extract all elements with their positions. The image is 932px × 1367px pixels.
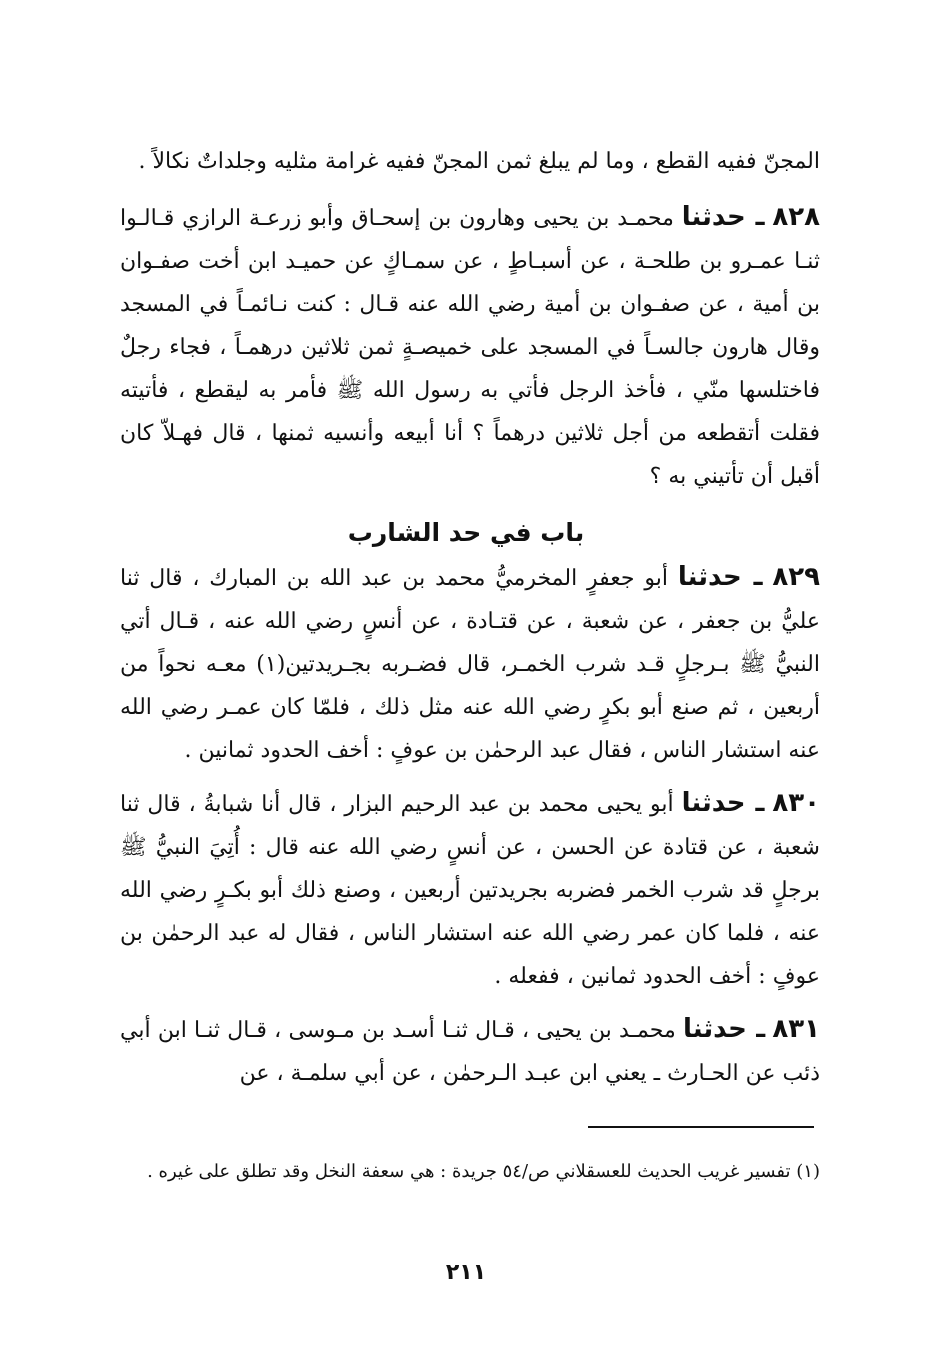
hadith-829: ٨٢٩ ـ حدثنا أبو جعفرٍ المخرميُّ محمد بن عبد الله بن المبارك ، قال ثنا عليُّ بن جعفر ، عن شعبة ، عن قتـادة ، عن أنسٍ رضي الله عنه ، قـال أتي النبيُّ ﷺ بـرجلٍ قـد شرب الخمـر، قال فضـربه بجـريدتين(١) معـه نحواً من أربعين ، ثم صنع أبو بكرٍ رضي الله عنه مثل ذلك ، فلمّا كان عمـر رضي الله عنه استشار الناس ، فقال عبد الرحمٰن بن عوفٍ : أخف الحدود ثمانين .	[120, 562, 821, 763]
hadith-831: ٨٣١ ـ حدثنا محمـد بن يحيى ، قـال ثنـا أسـد بن مـوسى ، قـال ثنـا ابن أبي ذئب عن الحـارث ـ يعني ابن عبـد الـرحمٰن ، عن أبي سلمـة ، عن	[120, 1014, 820, 1086]
hadith-number: ٨٢٨	[772, 202, 820, 232]
hadith-830: ٨٣٠ ـ حدثنا أبو يحيى محمد بن عبد الرحيم البزار ، قال أنا شبابةُ ، قال ثنا شعبة ، عن قتادة عن الحسن ، عن أنسٍ رضي الله عنه قال : أُتِيَ النبيُّ ﷺ برجلٍ قد شرب الخمر فضربه بجريدتين أربعين ، وصنع ذلك أبو بكـرٍ رضي الله عنه ، فلما كان عمر رضي الله عنه استشار الناس ، فقال له عبد الرحمٰن بن عوفٍ : أخف الحدود ثمانين ، ففعله .	[120, 788, 821, 989]
section-heading: باب في حد الشارب	[347, 518, 585, 547]
footnote-divider	[588, 1126, 814, 1128]
page-number: ٢١١	[445, 1260, 487, 1285]
paragraph-text: أبو يحيى محمد بن عبد الرحيم البزار ، قال أنا شبابةُ ، قال ثنا شعبة ، عن قتادة عن الحسن ، عن أنسٍ رضي الله عنه قال : أُتِيَ النبيُّ ﷺ برجلٍ قد شرب الخمر فضربه بجريدتين أربعين ، وصنع ذلك أبو بكـرٍ رضي الله عنه ، فلما كان عمر رضي الله عنه استشار الناس ، فقال له عبد الرحمٰن بن عوفٍ : أخف الحدود ثمانين ، ففعله .	[120, 792, 821, 989]
paragraph-text: محمـد بن يحيى وهارون بن إسحـاق وأبو زرعـة الرازي قـالـوا ثنـا عمـرو بن طلحـة ، عن أسبـاطٍ ، عن سمـاكٍ عن حميـد ابن أخت صفـوان بن أمية ، عن صفـوان بن أمية رضي الله عنه قـال : كنت نـائمـاً في المسجد وقال هارون جالسـاً في المسجد على خميصـةٍ ثمن ثلاثين درهمـاً ، فجاء رجلٌ فاختلسها منّي ، فأخذ الرجل فأتي به رسول الله ﷺ فأمر به ليقطع ، فأتيته فقلت أتقطعه من أجل ثلاثين درهماً ؟ أنا أبيعه وأنسيه ثمنها ، قال فهـلاّ كان أقبل أن تأتيني به ؟	[120, 206, 820, 489]
hadith-keyword: حدثنا	[677, 562, 742, 592]
paragraph-text: المجنّ ففيه القطع ، وما لم يبلغ ثمن المجنّ ففيه غرامة مثليه وجلداتٌ نكالاً .	[138, 149, 820, 174]
hadith-keyword: حدثنا	[683, 1014, 747, 1044]
hadith-number: ٨٣١	[772, 1014, 820, 1044]
hadith-number: ٨٣٠	[772, 788, 820, 818]
hadith-keyword: حدثنا	[681, 788, 746, 818]
hadith-keyword: حدثنا	[681, 202, 746, 232]
hadith-number: ٨٢٩	[772, 562, 821, 592]
footnote: (١) تفسير غريب الحديث للعسقلاني ص/٥٤ جريدة : هي سعفة النخل وقد تطلق على غيره .	[147, 1161, 820, 1182]
hadith-828: ٨٢٨ ـ حدثنا محمـد بن يحيى وهارون بن إسحـاق وأبو زرعـة الرازي قـالـوا ثنـا عمـرو بن طلحـة ، عن أسبـاطٍ ، عن سمـاكٍ عن حميـد ابن أخت صفـوان بن أمية ، عن صفـوان بن أمية رضي الله عنه قـال : كنت نـائمـاً في المسجد وقال هارون جالسـاً في المسجد على خميصـةٍ ثمن ثلاثين درهمـاً ، فجاء رجلٌ فاختلسها منّي ، فأخذ الرجل فأتي به رسول الله ﷺ فأمر به ليقطع ، فأتيته فقلت أتقطعه من أجل ثلاثين درهماً ؟ أنا أبيعه وأنسيه ثمنها ، قال فهـلاّ كان أقبل أن تأتيني به ؟	[120, 202, 820, 489]
paragraph-text: أبو جعفرٍ المخرميُّ محمد بن عبد الله بن المبارك ، قال ثنا عليُّ بن جعفر ، عن شعبة ، عن قتـادة ، عن أنسٍ رضي الله عنه ، قـال أتي النبيُّ ﷺ بـرجلٍ قـد شرب الخمـر، قال فضـربه بجـريدتين(١) معـه نحواً من أربعين ، ثم صنع أبو بكرٍ رضي الله عنه مثل ذلك ، فلمّا كان عمـر رضي الله عنه استشار الناس ، فقال عبد الرحمٰن بن عوفٍ : أخف الحدود ثمانين .	[120, 566, 820, 763]
paragraph-continuation	[120, 140, 820, 183]
paragraph-text: محمـد بن يحيى ، قـال ثنـا أسـد بن مـوسى ، قـال ثنـا ابن أبي ذئب عن الحـارث ـ يعني ابن عبـد الـرحمٰن ، عن أبي سلمـة ، عن	[120, 1018, 820, 1086]
